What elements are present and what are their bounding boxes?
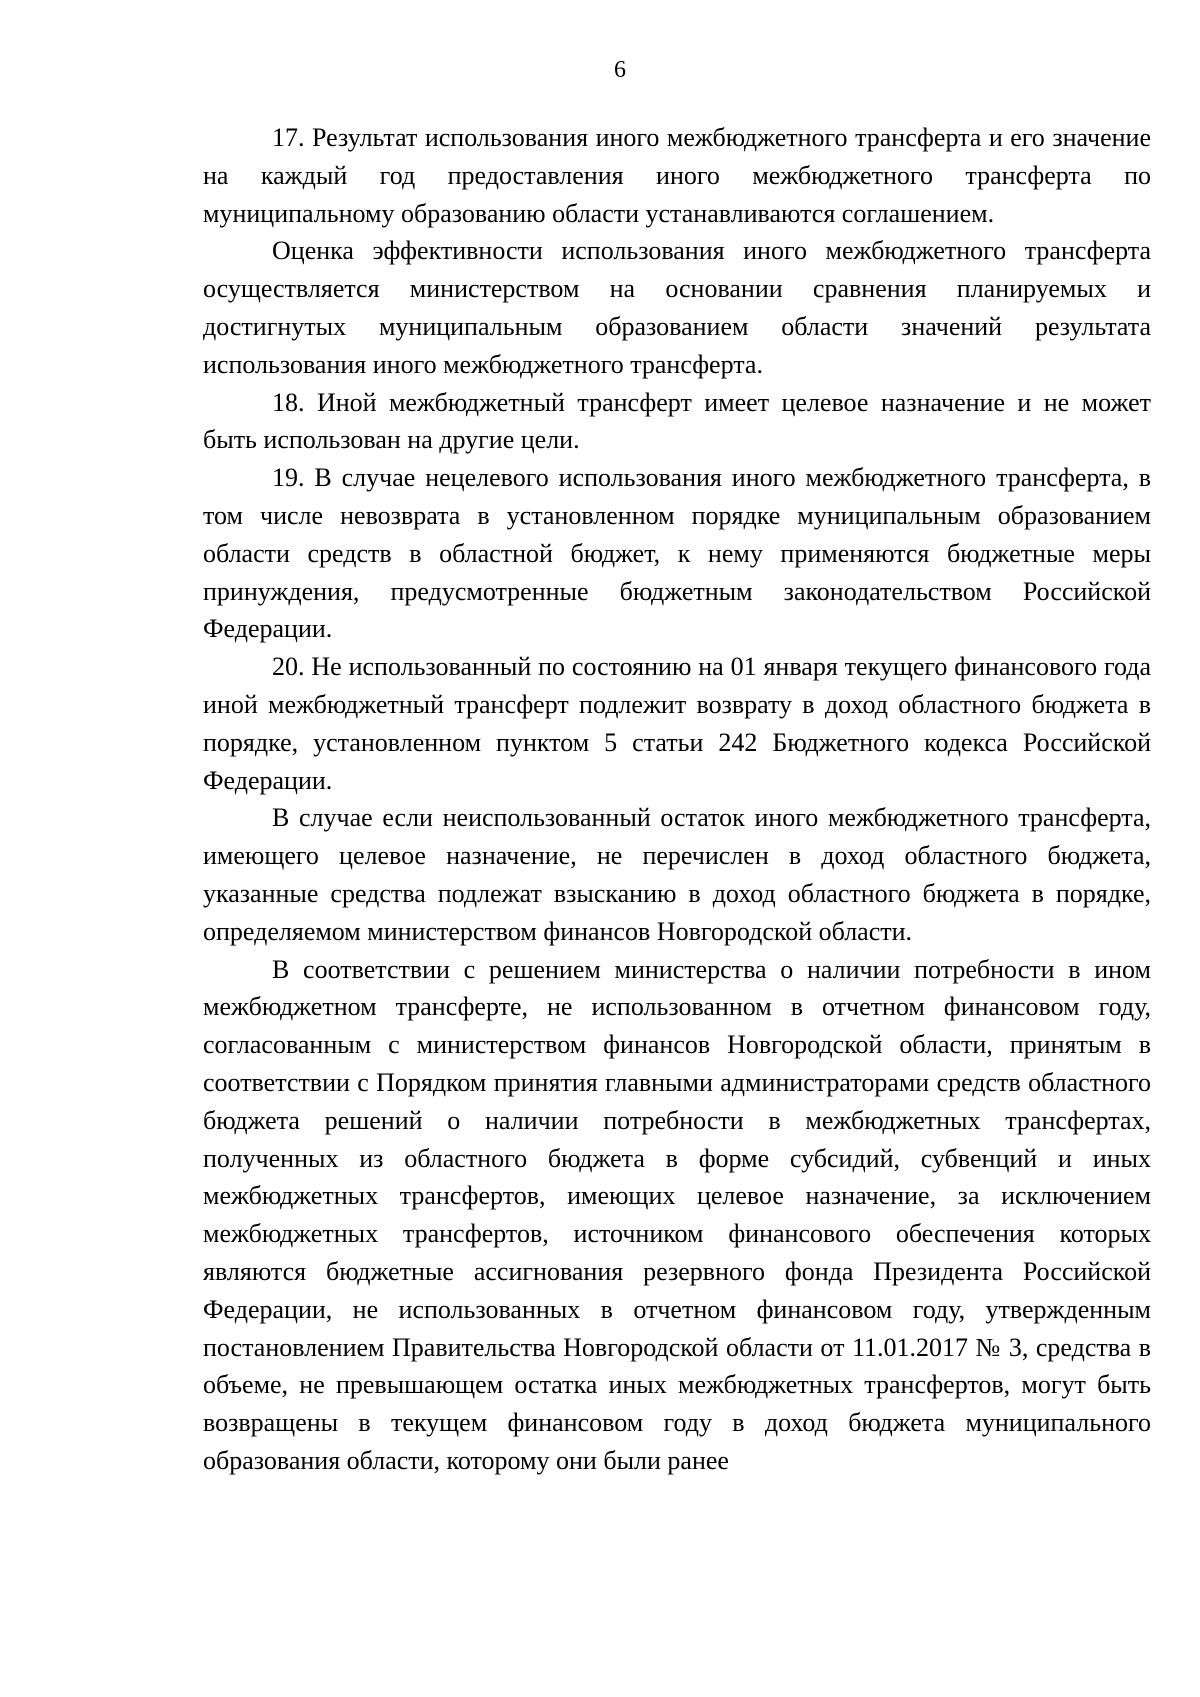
document-body bbox=[203, 119, 1151, 1480]
paragraph-ministry-decision: В соответствии с решением министерства о наличии потребности в ином межбюджетном трансферте, не использованном в отчетном финансовом году, согласованным с министерством финансов Новгородской области, принятым в соответствии с Порядком принятия главными администраторами средств областного бюджета решений о наличии потребности в межбюджетных трансфертах, полученных из областного бюджета в форме субсидий, субвенций и иных межбюджетных трансфертов, имеющих целевое назначение, за исключением межбюджетных трансфертов, источником финансового обеспечения которых являются бюджетные ассигнования резервного фонда Президента Российской Федерации, не использованных в отчетном финансовом году, утвержденным постановлением Правительства Новгородской области от 11.01.2017 № 3, средства в объеме, не превышающем остатка иных межбюджетных трансфертов, могут быть возвращены в текущем финансовом году в доход бюджета муниципального образования области, которому они были ранее bbox=[203, 954, 1151, 1475]
paragraph-efficiency-assessment: Оценка эффективности использования иного межбюджетного трансферта осуществляется министерством на основании сравнения планируемых и достигнутых муниципальным образованием области значений результата использования иного межбюджетного трансферта. bbox=[203, 236, 1151, 379]
paragraph-20: 20. Не использованный по состоянию на 01 января текущего финансового года иной межбюджетный трансферт подлежит возврату в доход областного бюджета в порядке, установленном пунктом 5 статьи 242 Бюджетного кодекса Российской Федерации. bbox=[203, 652, 1151, 795]
page-number: 6 bbox=[614, 57, 626, 83]
paragraph-unused-balance: В случае если неиспользованный остаток иного межбюджетного трансферта, имеющего целевое назначение, не перечислен в доход областного бюджета, указанные средства подлежат взысканию в доход областного бюджета в порядке, определяемом министерством финансов Новгородской области. bbox=[203, 803, 1151, 946]
paragraph-17: 17. Результат использования иного межбюджетного трансферта и его значение на каждый год предоставления иного межбюджетного трансферта по муниципальному образованию области устанавливаются соглашением. bbox=[203, 123, 1151, 228]
paragraph-18: 18. Иной межбюджетный трансферт имеет целевое назначение и не может быть использован на другие цели. bbox=[203, 387, 1151, 455]
paragraph-19: 19. В случае нецелевого использования иного межбюджетного трансферта, в том числе невозврата в установленном порядке муниципальным образованием области средств в областной бюджет, к нему применяются бюджетные меры принуждения, предусмотренные бюджетным законодательством Российской Федерации. bbox=[203, 463, 1151, 644]
